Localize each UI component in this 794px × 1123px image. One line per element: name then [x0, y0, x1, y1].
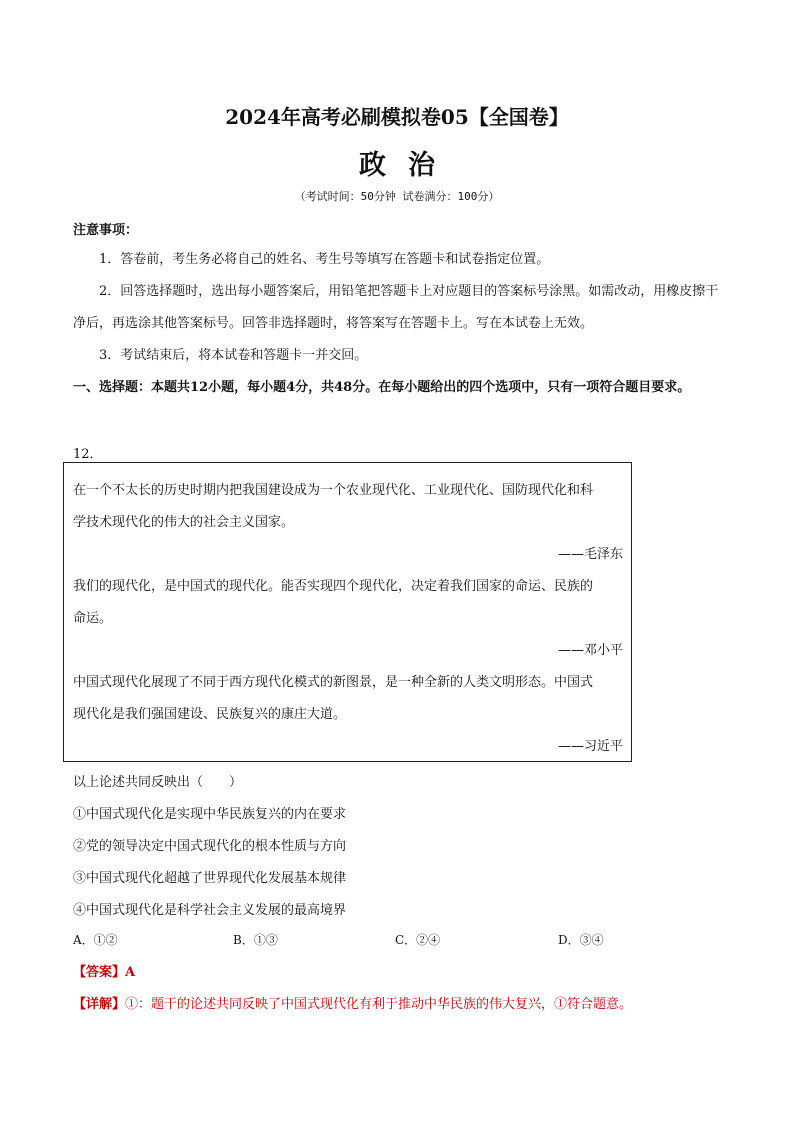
quote-1-line-2: 学技术现代化的伟大的社会主义国家。 [73, 515, 295, 530]
detail-label: 【详解】 [73, 997, 126, 1012]
notes-item-2: 2．回答选择题时，选出每小题答案后，用铅笔把答题卡上对应题目的答案标号涂黑。如需改动，用橡皮擦干净后，再选涂其他答案标号。回答非选择题时，将答案写在答题卡上。写在本试卷上无效。 [73, 284, 719, 331]
quote-1-line-1: 在一个不太长的历史时期内把我国建设成为一个农业现代化、工业现代化、国防现代化和科 [73, 483, 594, 498]
detail-line [73, 993, 632, 1012]
quote-1-source: ——毛泽东 [557, 547, 623, 562]
answer-value: A [125, 965, 136, 980]
statement-2: ②党的领导决定中国式现代化的根本性质与方向 [73, 839, 347, 854]
subject-title: 政治 [359, 150, 457, 181]
answer-line [73, 961, 135, 980]
detail-text: ①：题干的论述共同反映了中国式现代化有利于推动中华民族的伟大复兴，①符合题意。 [125, 997, 633, 1012]
notes-item-1: 1．答卷前，考生务必将自己的姓名、考生号等填写在答题卡和试卷指定位置。 [99, 252, 550, 267]
question-stem: 以上论述共同反映出（ ） [73, 775, 243, 790]
option-d: D．③④ [558, 933, 604, 947]
statement-3: ③中国式现代化超越了世界现代化发展基本规律 [73, 871, 347, 886]
exam-info: （考试时间：50分钟 试卷满分：100分） [294, 190, 500, 203]
exam-title: 2024年高考必刷模拟卷05【全国卷】 [225, 105, 569, 129]
quote-2-line-2: 命运。 [73, 611, 113, 626]
statement-4: ④中国式现代化是科学社会主义发展的最高境界 [73, 903, 347, 918]
question-number: 12． [73, 447, 103, 462]
quote-3-line-1: 中国式现代化展现了不同于西方现代化模式的新图景，是一种全新的人类文明形态。中国式 [73, 675, 594, 690]
quote-2-source: ——邓小平 [557, 643, 623, 658]
notes-heading: 注意事项： [73, 223, 139, 238]
quote-3-source: ——习近平 [557, 739, 623, 754]
quote-box [63, 462, 632, 762]
statement-1: ①中国式现代化是实现中华民族复兴的内在要求 [73, 807, 347, 822]
section-heading: 一、选择题：本题共12小题，每小题4分，共48分。在每小题给出的四个选项中，只有一项符合题目要求。 [73, 380, 691, 395]
option-c: C．②④ [395, 933, 441, 947]
quote-2-line-1: 我们的现代化，是中国式的现代化。能否实现四个现代化，决定着我们国家的命运、民族的 [73, 579, 594, 594]
option-a: A．①② [73, 933, 118, 947]
notes-item-3: 3．考试结束后，将本试卷和答题卡一并交回。 [99, 348, 368, 363]
quote-3-line-2: 现代化是我们强国建设、民族复兴的康庄大道。 [73, 707, 347, 722]
option-b: B．①③ [233, 933, 278, 947]
answer-label: 【答案】 [73, 965, 126, 980]
